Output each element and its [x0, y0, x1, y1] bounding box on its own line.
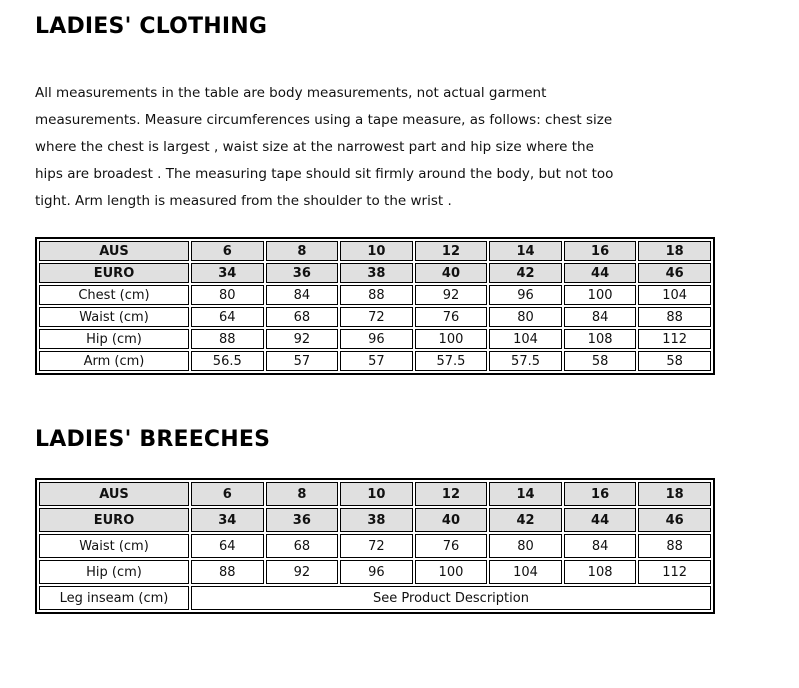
aus-size-cell: 14 — [489, 482, 562, 506]
table-row — [39, 351, 711, 371]
aus-size-cell: 18 — [638, 482, 711, 506]
ladies-breeches-title: LADIES' BREECHES — [35, 427, 271, 452]
measurement-value-cell: 58 — [564, 351, 637, 371]
measurement-value-cell: 68 — [266, 307, 339, 327]
euro-size-cell: 34 — [191, 508, 264, 532]
measurement-value-cell: 64 — [191, 534, 264, 558]
table-row — [39, 241, 711, 261]
table-row — [39, 586, 711, 610]
measurement-value-cell: 88 — [191, 329, 264, 349]
measurement-value-cell: 88 — [340, 285, 413, 305]
euro-size-cell: 36 — [266, 263, 339, 283]
aus-size-cell: 8 — [266, 482, 339, 506]
measurement-value-cell: 96 — [489, 285, 562, 305]
measurement-value-cell: 104 — [489, 560, 562, 584]
measurement-value-cell: 100 — [564, 285, 637, 305]
measurement-value-cell: 112 — [638, 329, 711, 349]
measurement-value-cell: 92 — [415, 285, 488, 305]
instructions-line: All measurements in the table are body measurements, not actual garment — [35, 85, 547, 101]
measurement-value-cell: 88 — [191, 560, 264, 584]
table-row — [39, 329, 711, 349]
measurement-value-cell: 84 — [266, 285, 339, 305]
table-row — [39, 560, 711, 584]
euro-size-cell: 46 — [638, 263, 711, 283]
leg-inseam-label-cell: Leg inseam (cm) — [39, 586, 189, 610]
table-row — [39, 263, 711, 283]
measurement-value-cell: 72 — [340, 307, 413, 327]
instructions-line: measurements. Measure circumferences using a tape measure, as follows: chest size — [35, 112, 613, 128]
aus-size-cell: 18 — [638, 241, 711, 261]
measurement-value-cell: 80 — [489, 534, 562, 558]
euro-size-cell: 44 — [564, 263, 637, 283]
measurement-value-cell: 57 — [340, 351, 413, 371]
measurement-value-cell: 64 — [191, 307, 264, 327]
aus-size-cell: 6 — [191, 482, 264, 506]
euro-size-cell: 34 — [191, 263, 264, 283]
euro-size-cell: 42 — [489, 263, 562, 283]
measurement-value-cell: 58 — [638, 351, 711, 371]
measurement-value-cell: 72 — [340, 534, 413, 558]
measurement-value-cell: 57.5 — [415, 351, 488, 371]
instructions-line: tight. Arm length is measured from the shoulder to the wrist . — [35, 193, 452, 209]
ladies-clothing-title: LADIES' CLOTHING — [35, 14, 268, 39]
aus-size-cell: 6 — [191, 241, 264, 261]
euro-size-cell: 46 — [638, 508, 711, 532]
ladies-clothing-size-table — [35, 237, 715, 375]
measurement-value-cell: 112 — [638, 560, 711, 584]
euro-size-cell: 40 — [415, 508, 488, 532]
euro-size-cell: 40 — [415, 263, 488, 283]
measurement-label-cell: Waist (cm) — [39, 534, 189, 558]
euro-size-cell: 42 — [489, 508, 562, 532]
see-product-description-cell: See Product Description — [191, 586, 711, 610]
measurement-value-cell: 104 — [489, 329, 562, 349]
measurement-value-cell: 108 — [564, 329, 637, 349]
aus-size-cell: 16 — [564, 482, 637, 506]
table-row — [39, 307, 711, 327]
aus-size-cell: 10 — [340, 482, 413, 506]
aus-header-cell: AUS — [39, 482, 189, 506]
measurement-value-cell: 80 — [191, 285, 264, 305]
measurement-value-cell: 88 — [638, 534, 711, 558]
aus-size-cell: 10 — [340, 241, 413, 261]
aus-size-cell: 16 — [564, 241, 637, 261]
measurement-value-cell: 104 — [638, 285, 711, 305]
measurement-value-cell: 88 — [638, 307, 711, 327]
measurement-value-cell: 84 — [564, 307, 637, 327]
measurement-value-cell: 92 — [266, 329, 339, 349]
measurement-value-cell: 68 — [266, 534, 339, 558]
euro-size-cell: 38 — [340, 263, 413, 283]
table-row — [39, 534, 711, 558]
instructions-line: where the chest is largest , waist size at the narrowest part and hip size where the — [35, 139, 594, 155]
measurement-value-cell: 96 — [340, 560, 413, 584]
measurement-value-cell: 80 — [489, 307, 562, 327]
measurement-value-cell: 84 — [564, 534, 637, 558]
measurement-label-cell: Chest (cm) — [39, 285, 189, 305]
measurement-value-cell: 57.5 — [489, 351, 562, 371]
measurement-label-cell: Arm (cm) — [39, 351, 189, 371]
table-row — [39, 285, 711, 305]
ladies-breeches-size-table — [35, 478, 715, 614]
euro-size-cell: 38 — [340, 508, 413, 532]
aus-size-cell: 14 — [489, 241, 562, 261]
measurement-label-cell: Waist (cm) — [39, 307, 189, 327]
measurement-value-cell: 76 — [415, 307, 488, 327]
measurement-value-cell: 76 — [415, 534, 488, 558]
aus-size-cell: 12 — [415, 241, 488, 261]
measurement-label-cell: Hip (cm) — [39, 329, 189, 349]
measurement-value-cell: 108 — [564, 560, 637, 584]
euro-header-cell: EURO — [39, 263, 189, 283]
measurement-value-cell: 57 — [266, 351, 339, 371]
measurement-value-cell: 100 — [415, 560, 488, 584]
table-row — [39, 508, 711, 532]
euro-size-cell: 44 — [564, 508, 637, 532]
measurement-value-cell: 92 — [266, 560, 339, 584]
aus-header-cell: AUS — [39, 241, 189, 261]
measurement-value-cell: 100 — [415, 329, 488, 349]
instructions-line: hips are broadest . The measuring tape should sit firmly around the body, but not too — [35, 166, 614, 182]
aus-size-cell: 8 — [266, 241, 339, 261]
euro-size-cell: 36 — [266, 508, 339, 532]
measurement-value-cell: 96 — [340, 329, 413, 349]
measurement-label-cell: Hip (cm) — [39, 560, 189, 584]
euro-header-cell: EURO — [39, 508, 189, 532]
measurement-instructions — [35, 80, 705, 215]
measurement-value-cell: 56.5 — [191, 351, 264, 371]
aus-size-cell: 12 — [415, 482, 488, 506]
table-row — [39, 482, 711, 506]
